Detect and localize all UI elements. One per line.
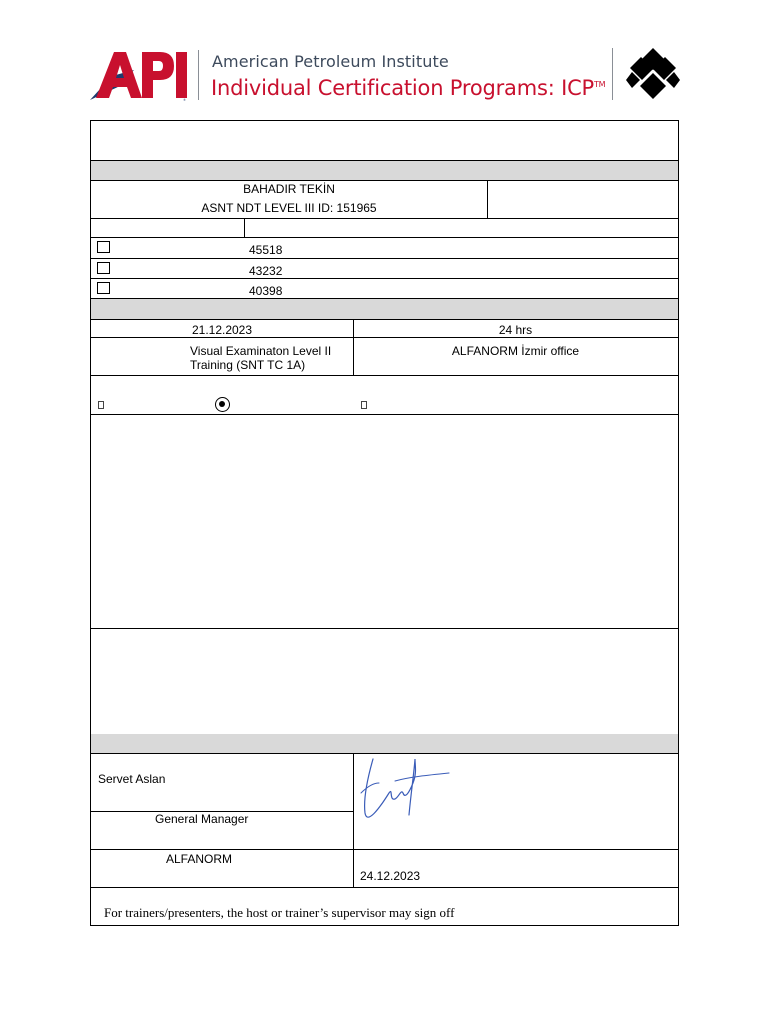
row-line (91, 160, 678, 161)
certification-number-1: 45518 (249, 243, 283, 257)
col-line (487, 180, 488, 218)
attendance-form (90, 120, 679, 926)
signer-name: Servet Aslan (98, 772, 166, 786)
page-header (0, 0, 768, 115)
organization-name: American Petroleum Institute (212, 52, 449, 71)
course-title-line1: Visual Examinaton Level II (190, 344, 332, 358)
row-line (91, 218, 678, 219)
row-line (91, 278, 678, 279)
icp-diamond-logo (626, 46, 680, 102)
section-band-3 (91, 734, 678, 753)
row-line (91, 337, 678, 338)
signer-title: General Manager (155, 812, 249, 826)
certification-checkbox-3[interactable] (97, 282, 110, 294)
header-divider-right (612, 48, 613, 100)
row-line (91, 414, 678, 415)
attendee-credential: ASNT NDT LEVEL III ID: 151965 (201, 201, 377, 215)
program-name-text: Individual Certification Programs: ICP (211, 76, 594, 100)
certification-number-3: 40398 (249, 284, 283, 298)
row-line (91, 237, 678, 238)
training-location: ALFANORM İzmir office (451, 344, 580, 358)
course-title-line2: Training (SNT TC 1A) (190, 358, 306, 372)
training-date: 21.12.2023 (191, 323, 253, 337)
trademark-mark: TM (594, 80, 606, 89)
training-hours: 24 hrs (498, 323, 533, 337)
delivery-option-1[interactable] (98, 401, 104, 409)
delivery-option-3[interactable] (361, 401, 367, 409)
svg-text:®: ® (183, 98, 186, 102)
row-line (91, 887, 678, 888)
col-line (244, 218, 245, 237)
certification-checkbox-1[interactable] (97, 241, 110, 253)
attendee-name: BAHADIR TEKİN (243, 182, 335, 196)
row-line (91, 180, 678, 181)
row-line (91, 258, 678, 259)
api-logo (90, 46, 188, 102)
certification-number-2: 43232 (249, 264, 283, 278)
row-line (91, 319, 678, 320)
row-line (91, 849, 678, 850)
program-name (211, 76, 605, 100)
handwritten-signature (359, 753, 455, 825)
section-band-1 (91, 160, 678, 180)
sign-date: 24.12.2023 (360, 869, 421, 883)
row-line (91, 628, 678, 629)
section-band-2 (91, 299, 678, 319)
delivery-option-2-selected[interactable] (215, 397, 230, 412)
row-line (91, 375, 678, 376)
footer-note: For trainers/presenters, the host or trainer’s supervisor may sign off (104, 905, 455, 920)
certification-checkbox-2[interactable] (97, 262, 110, 274)
header-divider (198, 50, 199, 100)
col-line (353, 753, 354, 887)
signer-company: ALFANORM (166, 852, 233, 866)
